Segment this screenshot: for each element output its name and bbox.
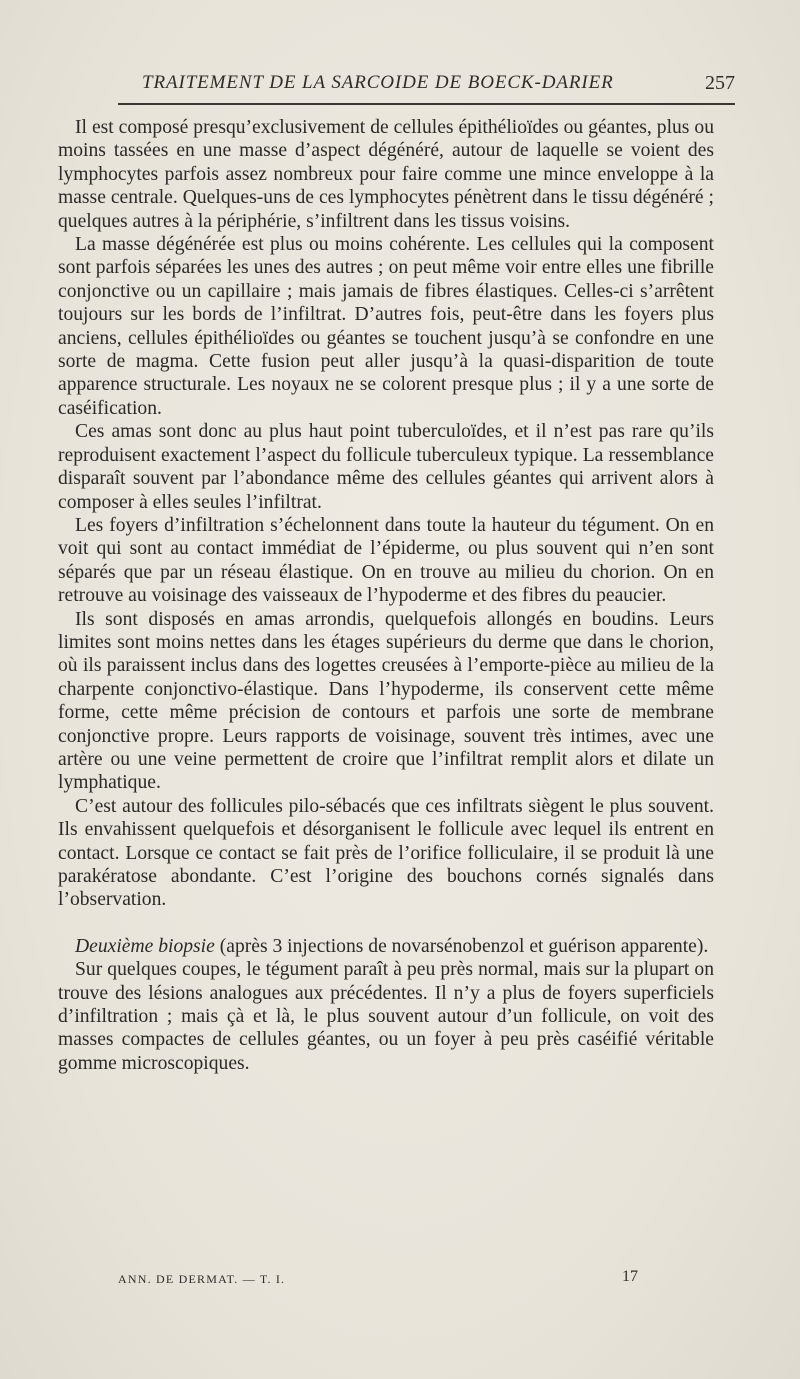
journal-signature: ANN. DE DERMAT. — T. I. [118,1272,286,1286]
biopsy-heading: Deuxième biopsie [75,935,215,957]
sheet-signature: 17 [622,1268,638,1285]
paragraph: Sur quelques coupes, le tégument paraît à peu près normal, mais sur la plupart on trouve des lésions analogues aux précédentes. Il n’y a plus de foyers superficiels d’infiltration ; mais çà et là, le plus souvent autour d’un follicule, on voit des masses compactes de cellules géantes, ou un foyer à peu près caséifié véritable gomme microscopiques. [58,959,714,1074]
page-header [118,70,735,100]
paragraph: Les foyers d’infiltration s’échelonnent dans toute la hauteur du tégument. On en voit qui sont au contact immédiat de l’épiderme, ou plus souvent qui n’en sont séparés que par un réseau élastique. On en trouve au milieu du chorion. On en retrouve au voisinage des vaisseaux de l’hypoderme et des fibres du peaucier. [58,514,714,607]
running-title: TRAITEMENT DE LA SARCOIDE DE BOECK-DARIER [142,72,614,93]
body-text [58,116,714,1075]
page-footer [118,1268,638,1292]
biopsy-heading-rest: (après 3 injections de novarsénobenzol et guérison apparente). [214,935,709,957]
paragraph: La masse dégénérée est plus ou moins cohérente. Les cellules qui la composent sont parfois séparées les unes des autres ; on peut même voir entre elles une fibrille conjonctive ou un capillaire ; mais jamais de fibres élastiques. Celles-ci s’arrêtent toujours sur les bords de l’infiltrat. D’autres fois, peut-être dans les foyers plus anciens, cellules épithélioïdes ou géantes se touchent jusqu’à se confondre en une sorte de magma. Cette fusion peut aller jusqu’à la quasi-disparition de toute apparence structurale. Les noyaux ne se colorent presque plus ; il y a une sorte de caséification. [58,234,714,419]
paragraph: Ils sont disposés en amas arrondis, quelquefois allongés en boudins. Leurs limites sont moins nettes dans les étages supérieurs du derme que dans le chorion, où ils paraissent inclus dans des logettes creusées à l’emporte-pièce au milieu de la charpente conjonctivo-élastique. Dans l’hypoderme, ils conservent cette même forme, cette même précision de contours et parfois une sorte de membrane conjonctive propre. Leurs rapports de voisinage, souvent très intimes, avec une artère ou une veine permettent de croire que l’infiltrat remplit alors et dilate un lymphatique. [58,608,714,794]
paragraph: C’est autour des follicules pilo-sébacés que ces infiltrats siègent le plus souvent. Ils envahissent quelquefois et désorganisent le follicule avec lequel ils entrent en contact. Lorsque ce contact se fait près de l’orifice folliculaire, il se produit là une parakératose abondante. C’est l’origine des bouchons cornés signalés dans l’observation. [58,795,714,911]
paragraph: Ces amas sont donc au plus haut point tuberculoïdes, et il n’est pas rare qu’ils reproduisent exactement l’aspect du follicule tuberculeux typique. La ressemblance disparaît souvent par l’abondance même des cellules géantes qui arrivent alors à composer à elles seules l’infiltrat. [58,421,714,513]
page-number: 257 [705,72,735,94]
paragraph: Il est composé presqu’exclusivement de cellules épithélioïdes ou géantes, plus ou moins tassées en une masse d’aspect dégénéré, autour de laquelle se voient des lymphocytes parfois assez nombreux pour faire comme une mince enveloppe à la masse centrale. Quelques-uns de ces lymphocytes pénètrent dans le tissu dégénéré ; quelques autres à la périphérie, s’infiltrent dans les tissus voisins. [58,117,714,232]
header-rule [118,103,735,105]
biopsy-paragraph [58,935,714,958]
